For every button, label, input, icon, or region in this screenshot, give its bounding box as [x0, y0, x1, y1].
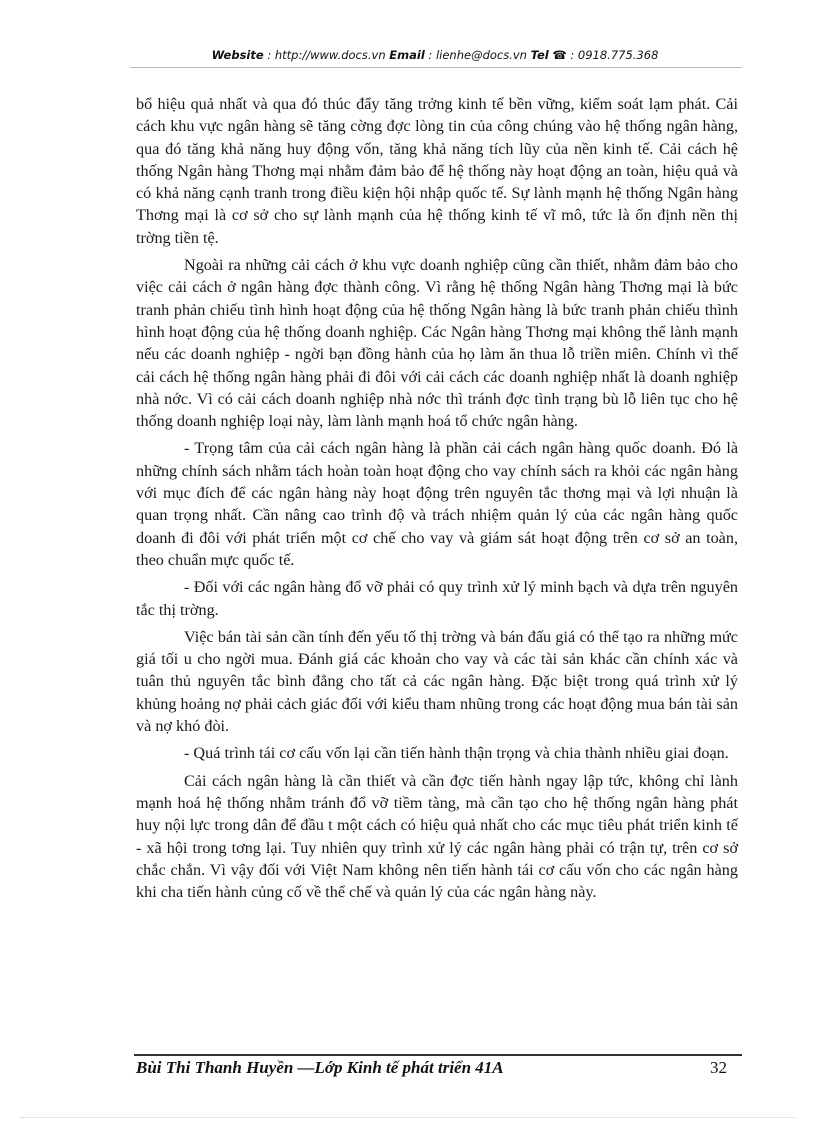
paragraph: - Trọng tâm của cải cách ngân hàng là phần cải cách ngân hàng quốc doanh. Đó là những chính sách nhằm tách hoàn toàn hoạt động cho vay chính sách ra khỏi các ngân hàng với mục đích để các ngân hàng này hoạt động trên nguyên tắc thơng mại và lợi nhuận là quan trọng nhất. Cần nâng cao trình độ và trách nhiệm quản lý của các ngân hàng quốc doanh đi đôi với phát triển một cơ chế cho vay và giám sát hoạt động trên cơ sở an toàn, theo chuẩn mực quốc tế.: [136, 439, 738, 569]
website-label: Website: [211, 48, 264, 62]
phone-icon: ☎: [552, 48, 567, 62]
page-number: 32: [710, 1058, 727, 1077]
paragraph: - Quá trình tái cơ cấu vốn lại cần tiến hành thận trọng và chia thành nhiều giai đoạn.: [184, 744, 729, 763]
email-value: : lienhe@docs.vn: [424, 48, 531, 62]
paragraph: bổ hiệu quả nhất và qua đó thúc đẩy tăng trởng kinh tế bền vững, kiểm soát lạm phát. Cải cách khu vực ngân hàng sẽ tăng cờng đợc lòng tin của công chúng vào hệ thống ngân hàng, qua đó tăng khả năng huy động vốn, tăng khả năng tích lũy của nền kinh tế. Cải cách hệ thống Ngân hàng Thơng mại nhằm đảm bảo để hệ thống này hoạt động an toàn, hiệu quả và có khả năng cạnh tranh trong điều kiện hội nhập quốc tế. Sự lành mạnh hệ thống Ngân hàng Thơng mại là cơ sở cho sự lành mạnh của hệ thống kinh tế vĩ mô, tức là ổn định nền thị trờng tiền tệ.: [136, 95, 738, 247]
website-value: : http://www.docs.vn: [263, 48, 390, 62]
paragraph: - Đối với các ngân hàng đổ vỡ phải có quy trình xử lý minh bạch và dựa trên nguyên tắc thị trờng.: [136, 578, 738, 619]
footer-author: Bùi Thi Thanh Huyền —Lớp Kinh tế phát triển 41A: [136, 1058, 504, 1077]
page-header: [130, 48, 740, 62]
tel-label: Tel: [530, 48, 549, 62]
page-bottom-border: [20, 1117, 796, 1118]
footer-divider: [134, 1054, 742, 1056]
paragraph: Cải cách ngân hàng là cần thiết và cần đợc tiến hành ngay lập tức, không chỉ lành mạnh hoá hệ thống nhằm tránh đổ vỡ tiềm tàng, mà cần tạo cho hệ thống ngân hàng phát huy nội lực trong dân để đầu t một cách có hiệu quả nhất cho các mục tiêu phát triển kinh tế - xã hội trong tơng lại. Tuy nhiên quy trình xử lý các ngân hàng phải có trận tự, trên cơ sở chắc chắn. Vì vậy đối với Việt Nam không nên tiến hành tái cơ cấu vốn cho các ngân hàng khi cha tiến hành củng cố về thể chế và quản lý của các ngân hàng này.: [136, 771, 738, 902]
tel-value: : 0918.775.368: [566, 48, 659, 62]
paragraph: Việc bán tài sản cần tính đến yếu tố thị trờng và bán đấu giá có thể tạo ra những mức giá tối u cho ngời mua. Đánh giá các khoản cho vay và các tài sản khác cần chính xác và tuân thủ nguyên tắc bình đẳng cho tất cả các ngân hàng. Đặc biệt trong quá trình xử lý khủng hoảng nợ phải cảch giác đối với kiểu tham nhũng trong các hoạt động mua bán tài sản và nợ khó đòi.: [136, 627, 738, 736]
body-text: [136, 93, 738, 908]
header-divider: [130, 67, 742, 68]
paragraph: Ngoài ra những cải cách ở khu vực doanh nghiệp cũng cần thiết, nhằm đảm bảo cho việc cải cách ở ngân hàng đợc thành công. Vì rằng hệ thống Ngân hàng Thơng mại là bức tranh phản chiếu tình hình hoạt động của hệ thống Ngân hàng là bức tranh phản chiếu thình hình hoạt động của hệ thống doanh nghiệp. Các Ngân hàng Thơng mại không thể lành mạnh nếu các doanh nghiệp - ngời bạn đồng hành của họ làm ăn thua lỗ triền miên. Chính vì thế cải cách hệ thống ngân hàng phải đi đôi với cải cách các doanh nghiệp nhất là doanh nghiệp nhà nớc. Vì có cải cách doanh nghiệp nhà nớc thì tránh đợc tình trạng bù lỗ liên tục cho hệ thống doanh nghiệp loại này, làm lành mạnh hoá tổ chức ngân hàng.: [136, 256, 738, 431]
email-label: Email: [389, 48, 425, 62]
